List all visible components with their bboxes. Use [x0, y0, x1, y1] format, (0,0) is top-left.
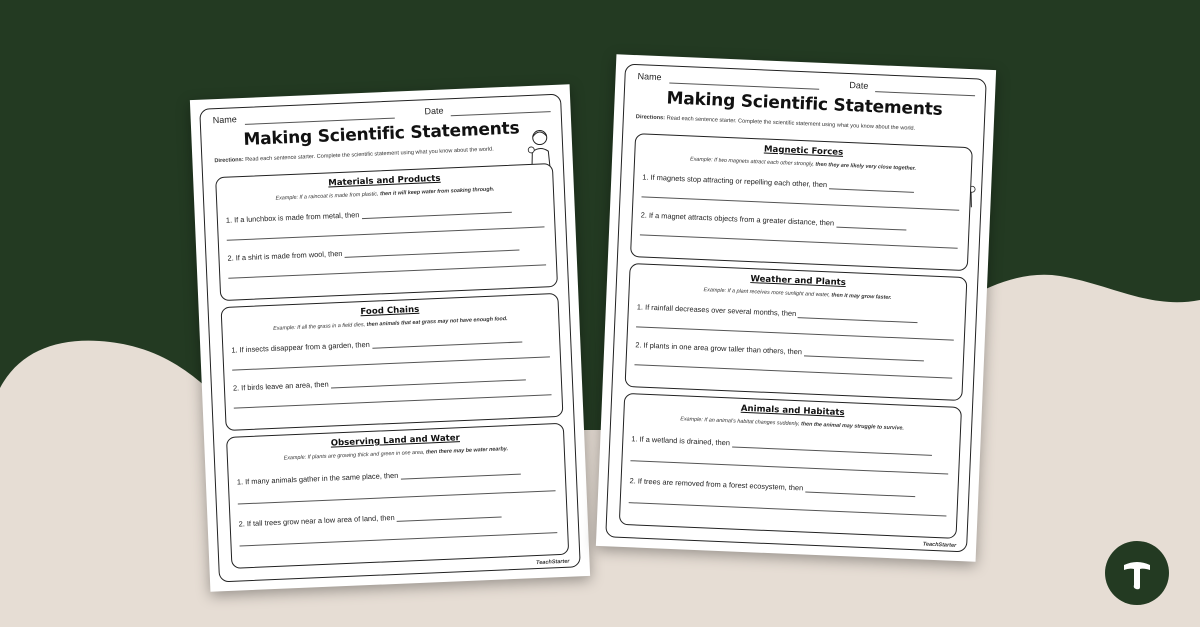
date-line	[875, 91, 975, 96]
section-magnetic-forces	[630, 133, 973, 271]
example-text: Example: If a plant receives more sunlight and water, then it may grow faster.	[703, 287, 892, 301]
question-2: 2. If tall trees grow near a low area of land, then	[238, 506, 556, 528]
answer-line[interactable]	[640, 234, 958, 248]
teach-starter-logo[interactable]	[1105, 541, 1169, 605]
section-title: Materials and Products	[328, 173, 441, 189]
date-label: Date	[849, 80, 869, 91]
section-title: Magnetic Forces	[763, 144, 844, 158]
brand-footer: TeachStarter	[922, 541, 957, 549]
question-1: 1. If rainfall decreases over several months, then	[637, 302, 955, 324]
example-text: Example: If two magnets attract each other strongly, then they are likely very close together.	[689, 156, 917, 172]
question-2: 2. If a magnet attracts objects from a greater distance, then	[641, 210, 959, 232]
name-label: Name	[637, 71, 662, 83]
section-title: Observing Land and Water	[330, 433, 461, 449]
example-text: Example: If a raincoat is made from plastic, then it will keep water from soaking through.	[275, 186, 495, 202]
question-1: 1. If a wetland is drained, then	[631, 434, 949, 456]
answer-line[interactable]	[232, 356, 550, 370]
worksheet-right	[596, 54, 996, 561]
section-animals-and-habitats	[619, 393, 962, 539]
answer-line[interactable]	[227, 226, 545, 240]
worksheet-left	[190, 84, 590, 591]
question-1: 1. If magnets stop attracting or repelling each other, then	[642, 172, 960, 194]
answer-line[interactable]	[634, 364, 952, 378]
example-text: Example: If all the grass in a field dies, then animals that eat grass may not have enough food.	[273, 316, 508, 332]
answer-line[interactable]	[238, 490, 556, 504]
answer-line[interactable]	[630, 460, 948, 474]
worksheet-title: Making Scientific Statements	[666, 88, 943, 120]
question-2: 2. If birds leave an area, then	[233, 370, 551, 392]
brand-footer: TeachStarter	[536, 558, 570, 567]
name-label: Name	[212, 114, 237, 126]
section-weather-and-plants	[625, 263, 968, 401]
date-label: Date	[424, 105, 444, 117]
answer-line[interactable]	[636, 326, 954, 340]
section-observing-land-and-water	[226, 423, 569, 569]
question-1: 1. If a lunchbox is made from metal, then	[226, 202, 544, 224]
section-title: Weather and Plants	[750, 274, 847, 289]
question-1: 1. If many animals gather in the same place, then	[237, 464, 555, 486]
directions: Directions: Read each sentence starter. Complete the scientific statement using what you know about the world.	[635, 114, 916, 132]
date-line	[451, 111, 551, 116]
answer-line[interactable]	[240, 532, 558, 546]
section-materials-and-products	[215, 163, 558, 301]
section-title: Food Chains	[360, 304, 420, 318]
worksheet-title: Making Scientific Statements	[243, 118, 520, 150]
answer-line[interactable]	[228, 264, 546, 278]
teach-starter-t-icon	[1105, 541, 1169, 605]
question-2: 2. If plants in one area grow taller than others, then	[635, 340, 953, 362]
example-text: Example: If an animal's habitat changes suddenly, then the animal may struggle to survive.	[680, 416, 905, 432]
answer-line[interactable]	[641, 196, 959, 210]
answer-line[interactable]	[629, 502, 947, 516]
question-1: 1. If insects disappear from a garden, then	[231, 332, 549, 354]
question-2: 2. If a shirt is made from wool, then	[227, 240, 545, 262]
answer-line[interactable]	[234, 394, 552, 408]
section-title: Animals and Habitats	[740, 403, 845, 419]
section-food-chains	[221, 293, 564, 431]
question-2: 2. If trees are removed from a forest ecosystem, then	[629, 476, 947, 498]
example-text: Example: If plants are growing thick and green in one area, then there may be water nearby.	[283, 446, 509, 462]
directions: Directions: Read each sentence starter. Complete the scientific statement using what you know about the world.	[214, 146, 494, 165]
